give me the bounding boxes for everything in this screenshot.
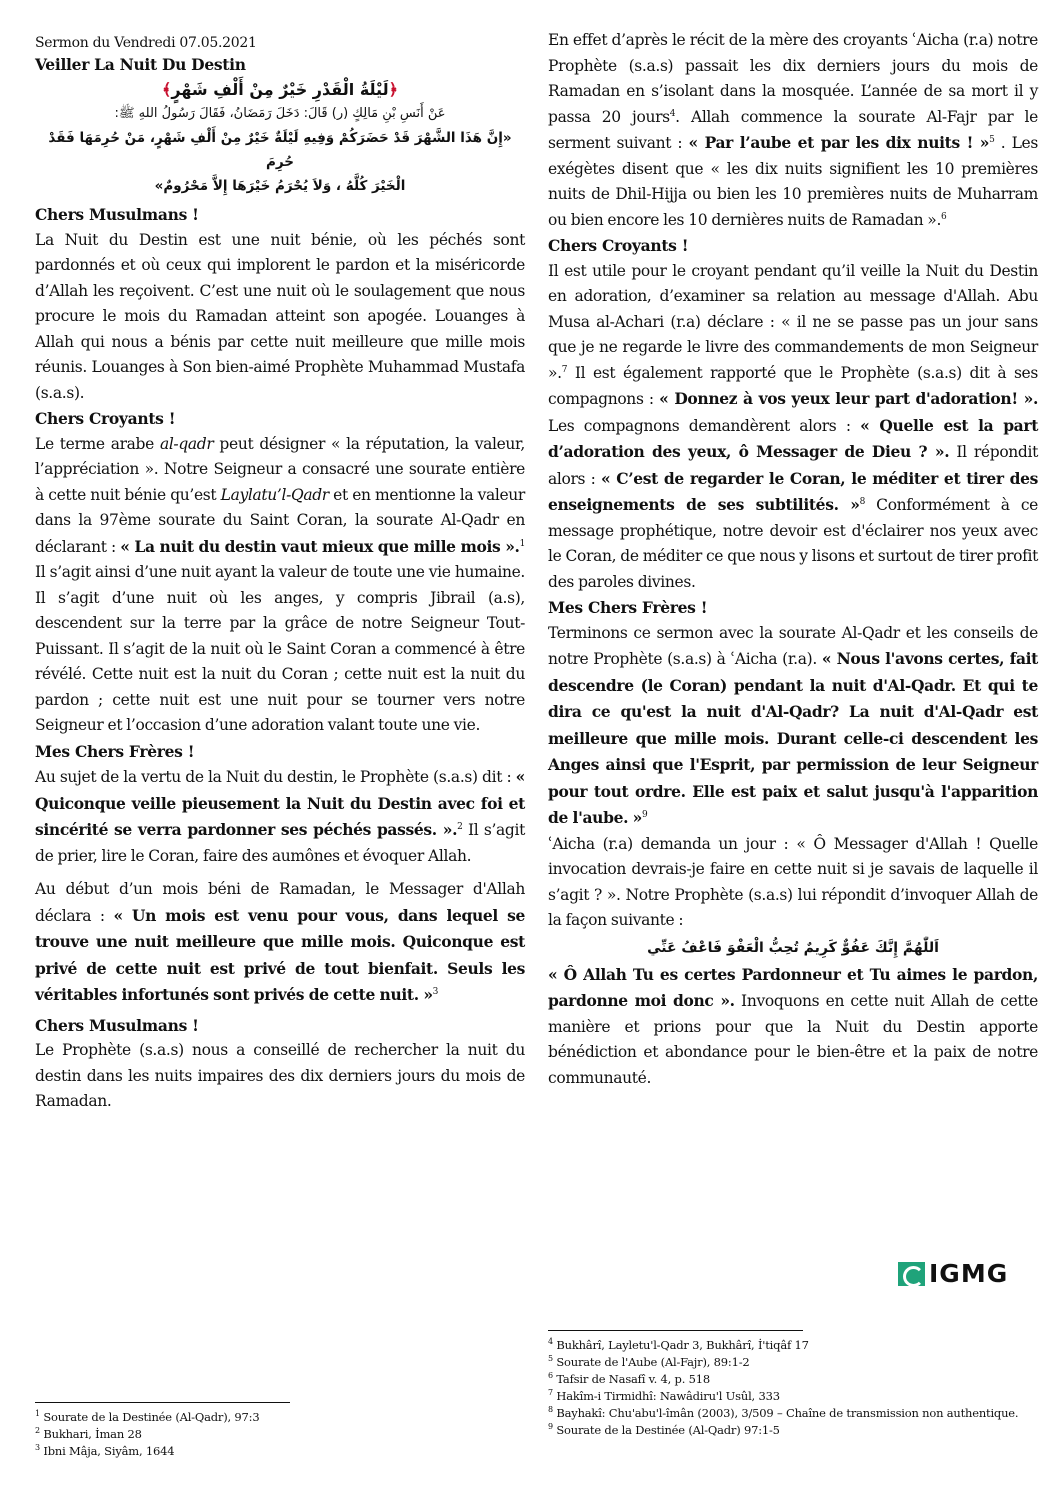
arabic-verse-text: لَيْلَةُ الْقَدْرِ خَيْرٌ مِنْ أَلْفِ شَهْرٍ — [171, 80, 389, 99]
paragraph-nuits-impaires: Le Prophète (s.a.s) nous a conseillé de rechercher la nuit du destin dans les nuits impaires des dix derniers jours du mois de Ramadan. — [35, 1041, 525, 1110]
text: Il est également rapporté que le Prophète (s.a.s) dit à ses compagnons : — [548, 363, 1038, 408]
footnote — [548, 1405, 1038, 1422]
text: En effet d’après le récit de la mère des croyants ʿAicha (r.a) notre Prophète (s.a.s) passait les dix derniers jours du mois de Ramadan en s’isolant dans la mosquée. L’année de sa mort il y passa 20 jours — [548, 31, 1038, 126]
paragraph-terminons — [548, 621, 1038, 832]
text: Il est utile pour le croyant pendant qu’il veille la Nuit du Destin en adoration, d’examiner sa relation au message d'Allah. Abu Musa al-Achari (r.a) déclare : « il ne se passe pas un jour sans que je ne regarde le livre des commandements de mon Seigneur ». — [548, 261, 1038, 382]
quote-bold: « La nuit du destin vaut mieux que mille mois ». — [120, 536, 520, 556]
footnote — [548, 1388, 1038, 1405]
right-column — [548, 28, 1038, 1091]
paragraph-itikaf — [548, 28, 1038, 233]
footnote — [35, 1443, 525, 1460]
paragraph-debut-ramadan — [35, 877, 525, 1009]
quote-bold: « Nous l'avons certes, fait descendre (le Coran) pendant la nuit d'Al-Qadr. Et qui te dira ce qu'est la nuit d'Al-Qadr? La nuit d'Al-Qadr est meilleure que mille mois. Durant celle-ci descendent les Anges ainsi que l'Esprit, par permission de leur Seigneur pour tout ordre. Elle est paix et salut jusqu'à l'apparition de l'aube. » — [548, 649, 1038, 827]
text: peut désigner « la réputation, la valeur, l’appréciation ». Notre Seigneur a consacré une sourate entière à cette nuit bénie qu’est — [35, 434, 525, 504]
footnote-ref: 1 — [519, 538, 525, 549]
footnote — [548, 1337, 1038, 1354]
text: Il s’agit de prier, lire le Coran, faire des aumônes et évoquer Allah. — [35, 821, 525, 865]
footnote-ref: 6 — [941, 211, 947, 222]
footnote-ref: 3 — [432, 986, 439, 997]
footnote-number: 2 — [35, 1426, 40, 1436]
footnote-divider — [35, 1402, 290, 1403]
italic-term: Laylatu’l-Qadr — [220, 485, 329, 504]
quote-bold: « Quiconque veille pieusement la Nuit du Destin avec foi et sincérité se verra pardonner ses péchés passés. ». — [35, 767, 525, 839]
quote-bold: « Donnez à vos yeux leur part d'adoration! ». — [659, 389, 1038, 408]
text: Il répondit alors : — [548, 443, 1038, 488]
footnote-number: 7 — [548, 1388, 553, 1398]
paragraph-invocation — [548, 962, 1038, 1092]
heading-chers-croyants: Chers Croyants ! — [35, 409, 176, 428]
text: et en mentionne la valeur dans la 97ème sourate du Saint Coran, la sourate Al-Qadr en déclarant : — [35, 485, 525, 556]
footnote — [35, 1409, 525, 1426]
quote-bold: « Ô Allah Tu es certes Pardonneur et Tu aimes le pardon, pardonne moi donc ». — [548, 964, 1038, 1010]
paragraph-aicha-question: ʿAicha (r.a) demanda un jour : « Ô Messager d'Allah ! Quelle invocation devrais-je faire en cette nuit si je savais de laquelle il s’agit ? ». Notre Prophète (s.a.s) lui répondit d’invoquer Allah de la façon suivante : — [548, 834, 1038, 929]
footnote-number: 1 — [35, 1409, 40, 1419]
footnote-number: 6 — [548, 1371, 553, 1381]
footnote-ref: 5 — [989, 134, 995, 145]
footnote-text: Tafsir de Nasafî v. 4, p. 518 — [556, 1372, 710, 1386]
footnote-text: Sourate de l'Aube (Al-Fajr), 89:1-2 — [556, 1355, 750, 1369]
footnote-number: 5 — [548, 1354, 553, 1364]
arabic-dua: اَللّٰهُمَّ إِنَّكَ عَفُوٌّ كَرِيمٌ تُحِبُّ الْعَفْوَ فَاعْفُ عَنِّي — [647, 939, 939, 956]
right-footnotes — [548, 1330, 1038, 1439]
paragraph-relation-message — [548, 259, 1038, 596]
paragraph-intro: La Nuit du Destin est une nuit bénie, où les péchés sont pardonnés et où ceux qui implorent le pardon et la miséricorde d’Allah les reçoivent. C’est une nuit où le soulagement que nous procure le mois du Ramadan atteint son apogée. Louanges à Allah qui nous a bénis par cette nuit meilleure que mille mois réunis. Louanges à Son bien-aimé Prophète Muhammad Mustafa (s.a.s). — [35, 230, 525, 402]
quote-bold: « Par l’aube et par les dix nuits ! » — [688, 133, 990, 152]
footnote-ref: 9 — [642, 809, 648, 820]
text: Au début d’un mois béni de Ramadan, le Messager d'Allah déclara : — [35, 880, 525, 925]
text: . Les exégètes disent que « les dix nuits signifient les 10 premières nuits de Dhil-Hijja ou bien les 10 premières nuits de Muharram ou bien encore les 10 dernières nuits de Ramadan ». — [548, 134, 1038, 229]
footnote-text: Bayhakî: Chu'abu'l-îmân (2003), 3/509 – Chaîne de transmission non authentique. — [556, 1406, 1019, 1420]
footnote-number: 4 — [548, 1337, 553, 1347]
arabic-verse — [35, 78, 525, 102]
italic-term: al-qadr — [159, 434, 214, 453]
footnote-number: 3 — [35, 1443, 40, 1453]
footnote-ref: 8 — [859, 496, 865, 507]
heading-chers-musulmans: Chers Musulmans ! — [35, 205, 199, 224]
footnote — [548, 1371, 1038, 1388]
arabic-hadith-intro: عَنْ أَنَسِ بْنِ مَالِكٍ (ر) قَالَ: دَخَلَ رَمَضَانُ، فَقَالَ رَسُولُ اللهِ ﷺ: — [114, 106, 446, 121]
left-column — [35, 0, 525, 1115]
ornate-bracket-close: ﴾ — [162, 80, 172, 99]
arabic-header — [35, 78, 525, 198]
text: Invoquons en cette nuit Allah de cette manière et prions pour que la Nuit du Destin apporte bénédiction et abondance pour le bien-être et la paix de notre communauté. — [548, 992, 1038, 1087]
left-footnotes — [35, 1402, 525, 1460]
text: Les compagnons demandèrent alors : — [548, 416, 861, 435]
paragraph-vertu — [35, 764, 525, 869]
footnote-ref: 7 — [561, 364, 568, 375]
footnote-text: Hakîm-i Tirmidhî: Nawâdiru'l Usûl, 333 — [556, 1389, 780, 1403]
ornate-bracket-open: ﴿ — [388, 80, 398, 99]
footnote-text: Bukhari, İman 28 — [43, 1427, 142, 1441]
sermon-title: Veiller La Nuit Du Destin — [35, 55, 246, 74]
text: Il s’agit ainsi d’une nuit ayant la valeur de toute une vie humaine. Il s’agit d’une nuit où les anges, y compris Jibrail (a.s), descendent sur la terre par la grâce de notre Seigneur Tout-Puissant. Il s’agit de la nuit où le Saint Coran a commencé à être révélé. Cette nuit est la nuit du Coran ; cette nuit est la nuit du pardon ; cette nuit est une nuit pour se tourner vers notre Seigneur et l’occasion d’une adoration valant toute une vie. — [35, 563, 525, 734]
footnote — [35, 1426, 525, 1443]
footnote-text: Ibni Mâja, Siyâm, 1644 — [43, 1444, 175, 1458]
footnote-text: Sourate de la Destinée (Al-Qadr), 97:3 — [43, 1410, 260, 1424]
paragraph-al-qadr — [35, 432, 525, 739]
logo-text: IGMG — [929, 1259, 1009, 1288]
text: . Allah commence la sourate Al-Fajr par le serment suivant : — [548, 107, 1038, 152]
footnote-divider — [548, 1330, 803, 1331]
footnote-text: Sourate de la Destinée (Al-Qadr) 97:1-5 — [556, 1423, 780, 1437]
heading-mes-chers-freres-2: Mes Chers Frères ! — [548, 598, 708, 617]
text: Au sujet de la vertu de la Nuit du destin, le Prophète (s.a.s) dit : — [35, 768, 516, 786]
footnote-ref: 2 — [457, 821, 463, 832]
footnote-ref: 4 — [669, 108, 676, 119]
sermon-date: Sermon du Vendredi 07.05.2021 — [35, 35, 257, 51]
quote-bold: « Un mois est venu pour vous, dans lequel se trouve une nuit meilleure que mille mois. Quiconque est privé de cette nuit est privé de tout bienfait. Seuls les véritables infortunés sont privés de cette nuit. » — [35, 905, 526, 1004]
crescent-europe-icon — [898, 1262, 925, 1286]
heading-mes-chers-freres: Mes Chers Frères ! — [35, 741, 195, 761]
footnote-text: Bukhârî, Layletu'l-Qadr 3, Bukhârî, İ'tiqâf 17 — [556, 1338, 809, 1352]
text: Terminons ce sermon avec la sourate Al-Qadr et les conseils de notre Prophète (s.a.s) à ʿAicha (r.a). — [548, 623, 1038, 668]
quote-bold: « C’est de regarder le Coran, le méditer et tirer des enseignements de ses subtilités. » — [548, 468, 1038, 514]
footnote-number: 8 — [548, 1405, 553, 1415]
heading-chers-musulmans-2: Chers Musulmans ! — [35, 1015, 199, 1035]
quote-bold: « Quelle est la part d’adoration des yeux, ô Messager de Dieu ? ». — [548, 415, 1039, 461]
igmg-logo — [898, 1259, 1009, 1288]
footnote-number: 9 — [548, 1422, 553, 1432]
heading-chers-croyants-2: Chers Croyants ! — [548, 236, 689, 255]
footnote — [548, 1354, 1038, 1371]
text: Le terme arabe — [35, 434, 160, 453]
text: Conformément à ce message prophétique, notre devoir est d'éclairer nos yeux avec le Coran, de méditer ce que nous y lisons et surtout de tirer profit des paroles divines. — [548, 496, 1038, 591]
arabic-hadith-line-1: «إِنَّ هَذَا الشَّهْرَ قَدْ حَضَرَكُمْ وَفِيهِ لَيْلَةٌ خَيْرٌ مِنْ أَلْفِ شَهْرٍ، مَنْ حُرِمَهَا فَقَدْ حُرِمَ — [48, 130, 512, 170]
arabic-hadith-line-2: الْخَيْرَ كُلَّهُ ، وَلاَ يُحْرَمُ خَيْرَهَا إِلاَّ مَحْرُومٌ» — [154, 178, 406, 194]
footnote — [548, 1422, 1038, 1439]
